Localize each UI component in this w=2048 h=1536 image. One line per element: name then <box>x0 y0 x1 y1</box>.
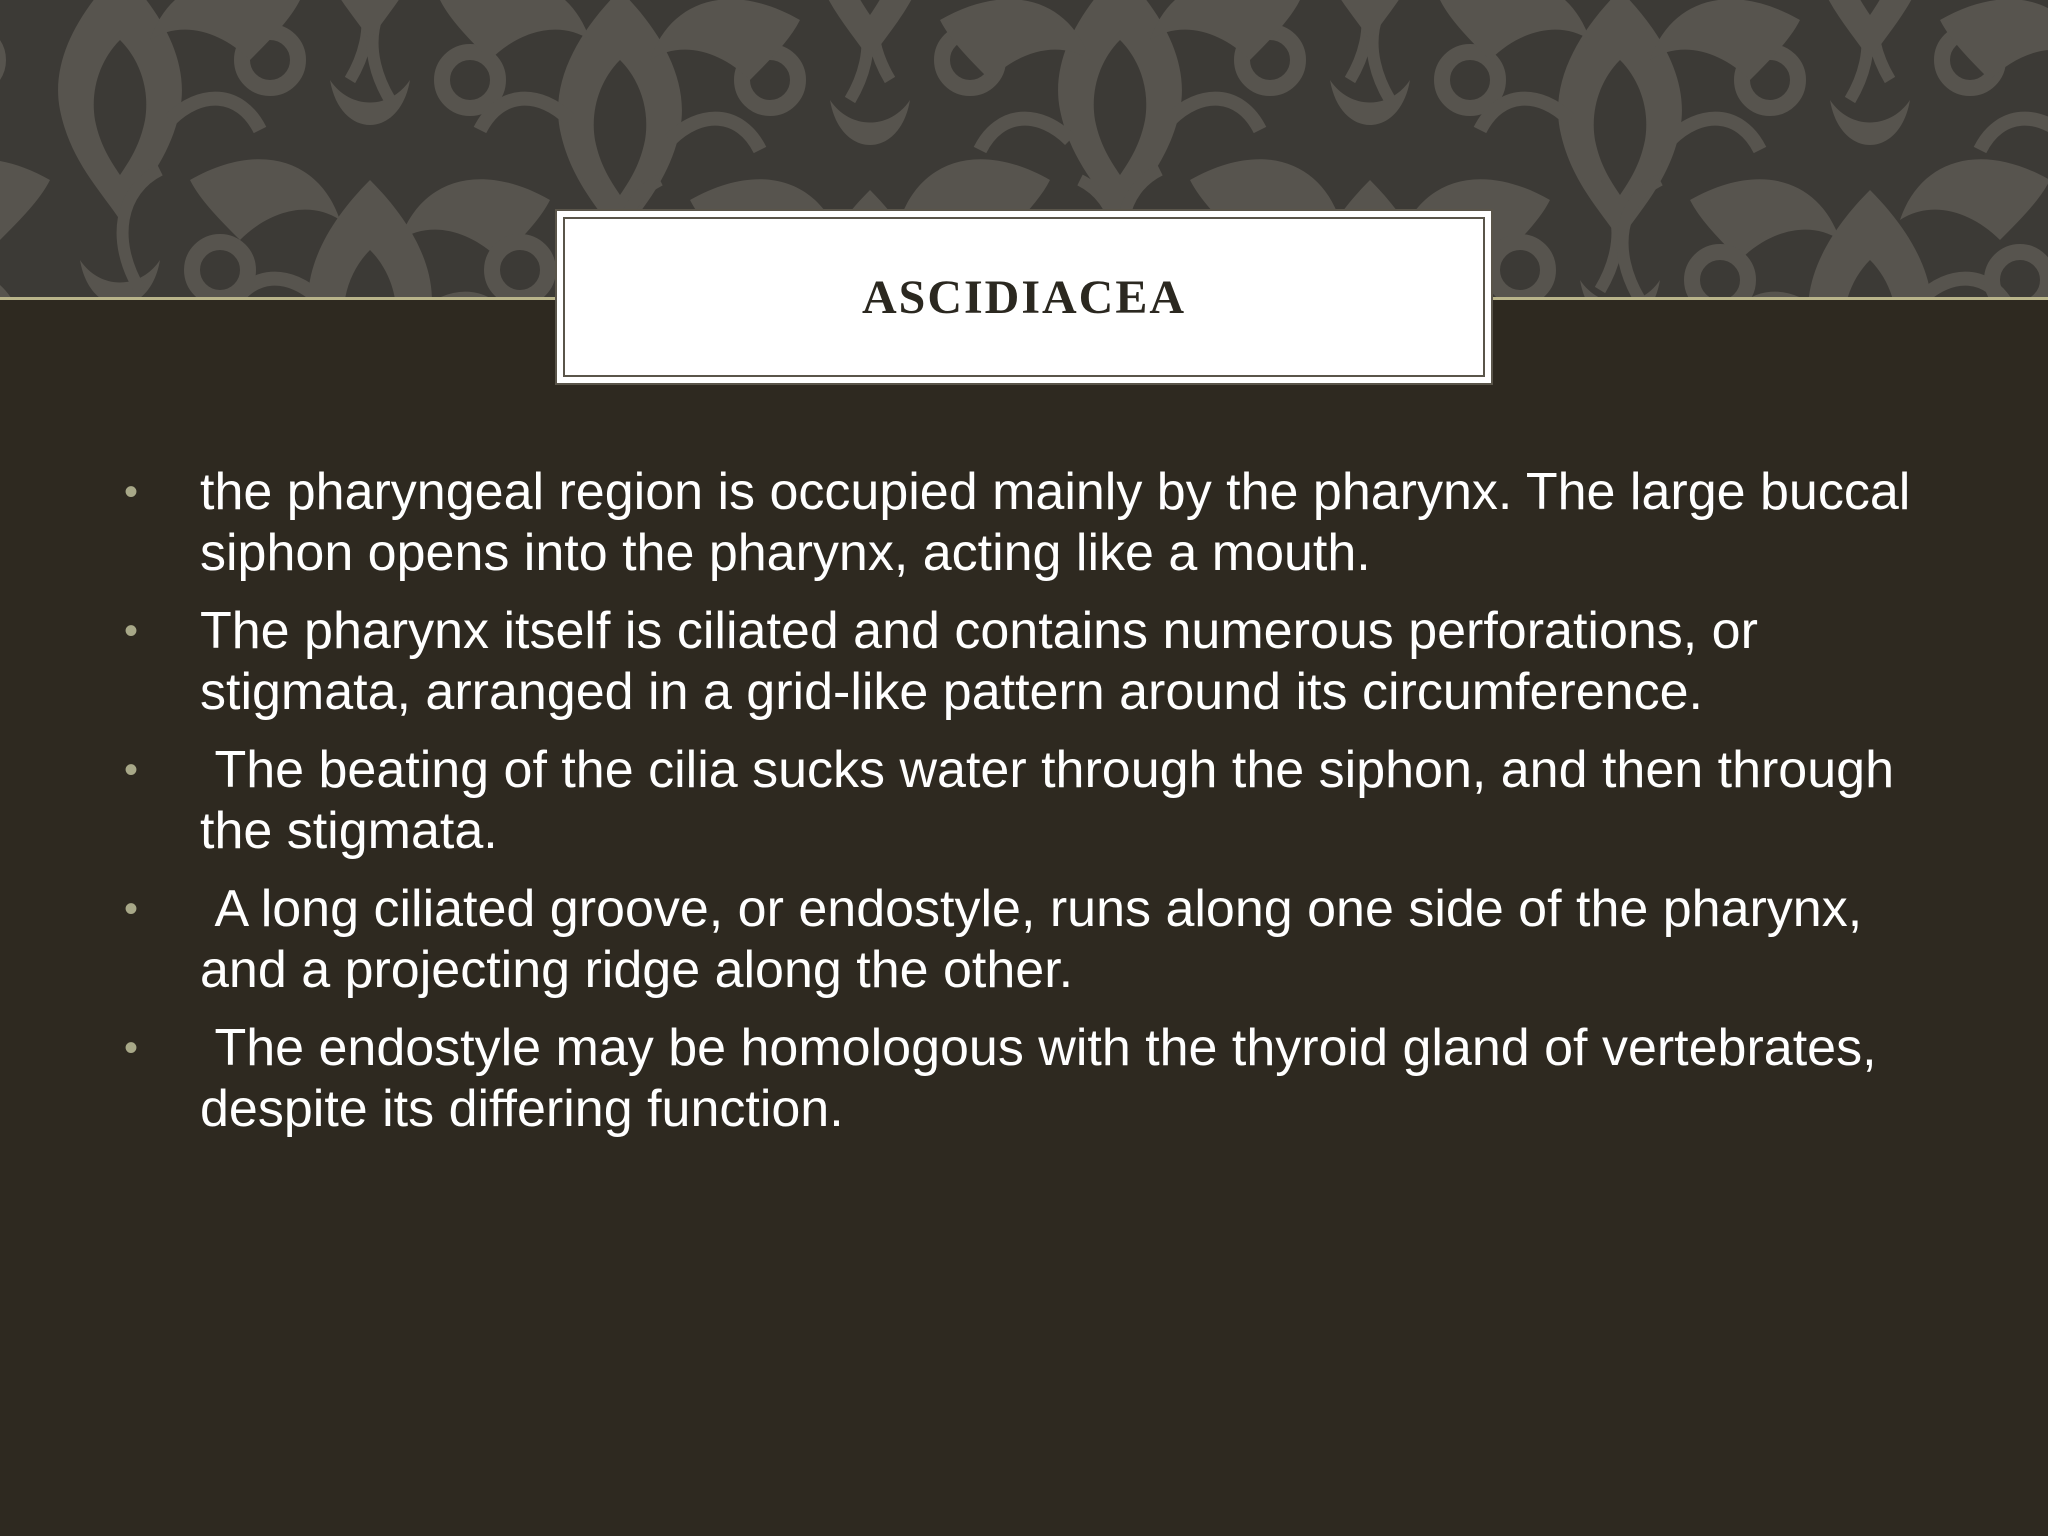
bullet-text: the pharyngeal region is occupied mainly by the pharynx. The large buccal siphon opens into the pharynx, acting like a mouth. <box>200 463 1911 582</box>
bullet-item <box>120 879 1920 1001</box>
slide-title: ASCIDIACEA <box>861 270 1187 324</box>
bullet-item <box>120 740 1920 862</box>
bullet-text: A long ciliated groove, or endostyle, runs along one side of the pharynx, and a projecting ridge along the other. <box>200 880 1863 999</box>
bullet-icon: • <box>124 1026 139 1070</box>
bullet-item <box>120 1018 1920 1140</box>
bullet-text: The beating of the cilia sucks water through the siphon, and then through the stigmata. <box>200 741 1894 860</box>
bullet-icon: • <box>124 609 139 653</box>
title-box <box>555 209 1493 385</box>
bullet-icon: • <box>124 748 139 792</box>
bullet-list <box>120 462 1920 1157</box>
bullet-item <box>120 601 1920 723</box>
bullet-item <box>120 462 1920 584</box>
bullet-icon: • <box>124 887 139 931</box>
title-box-inner-frame <box>563 217 1485 377</box>
bullet-icon: • <box>124 470 139 514</box>
bullet-text: The pharynx itself is ciliated and contains numerous perforations, or stigmata, arranged in a grid-like pattern around its circumference. <box>200 602 1758 721</box>
bullet-text: The endostyle may be homologous with the thyroid gland of vertebrates, despite its differing function. <box>200 1019 1877 1138</box>
